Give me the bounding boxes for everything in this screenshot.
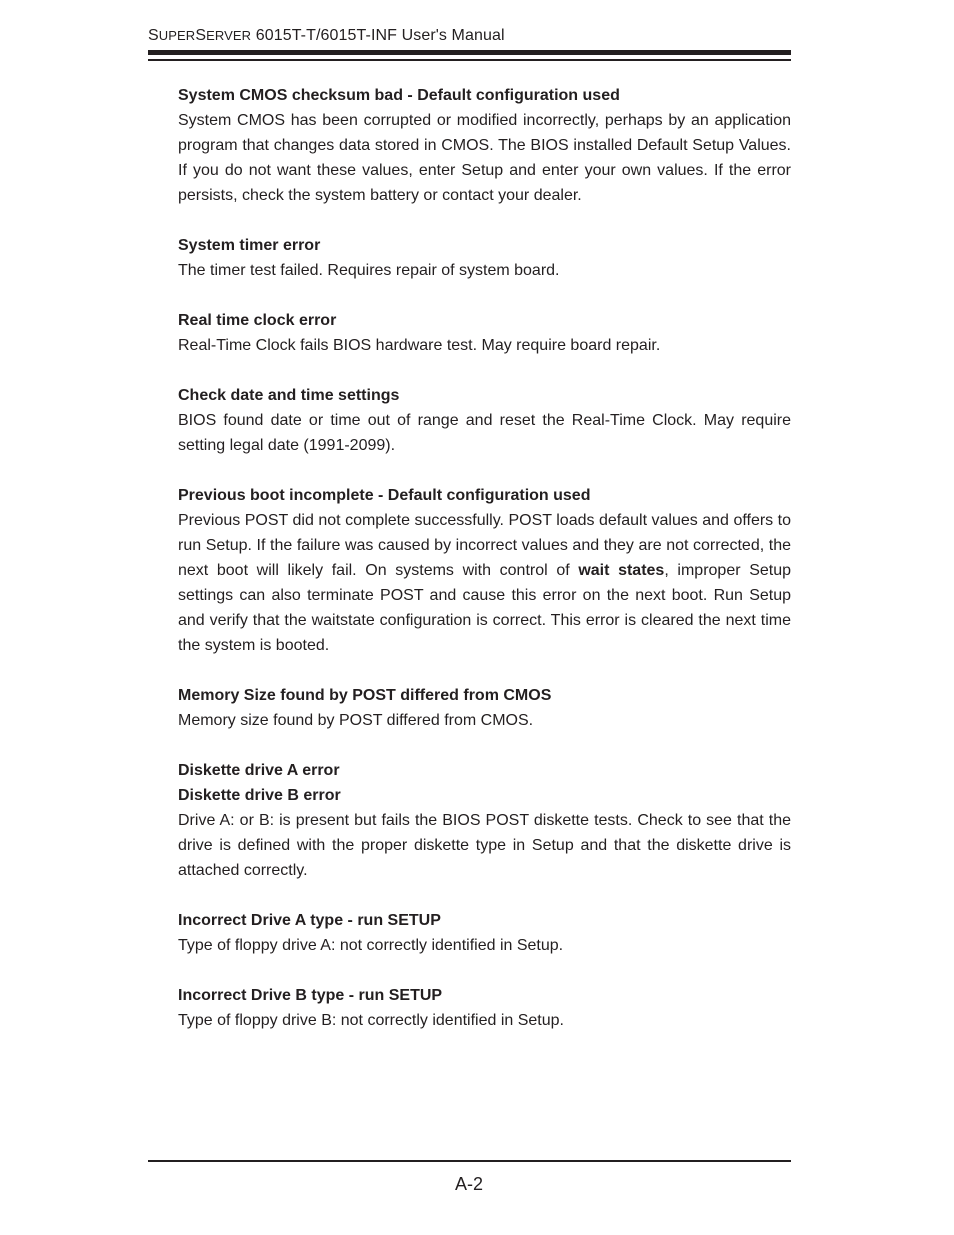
entry-previous-boot xyxy=(178,483,791,658)
entry-body: Real-Time Clock fails BIOS hardware test. May require board repair. xyxy=(178,337,661,354)
entry-date-time xyxy=(178,383,791,458)
entry-title: Check date and time settings xyxy=(178,387,400,404)
entry-title: System CMOS checksum bad - Default configuration used xyxy=(178,87,620,104)
running-header xyxy=(148,27,505,45)
entry-body: System CMOS has been corrupted or modified incorrectly, perhaps by an application program that changes data stored in CMOS. The BIOS installed Default Setup Values. If you do not want these values, enter Setup and enter your own values. If the error persists, check the system battery or contact your dealer. xyxy=(178,112,791,204)
entry-title: Incorrect Drive B type - run SETUP xyxy=(178,987,443,1004)
entry-diskette-drive xyxy=(178,758,791,883)
page-number: A-2 xyxy=(454,1174,483,1194)
header-cap-1: S xyxy=(148,27,159,44)
header-cap-2: S xyxy=(195,27,207,44)
entry-drive-b-type xyxy=(178,983,791,1033)
entry-body: Type of floppy drive B: not correctly identified in Setup. xyxy=(178,1012,564,1029)
entry-memory-size xyxy=(178,683,791,733)
entry-title: Real time clock error xyxy=(178,312,337,329)
entry-title-2: Diskette drive B error xyxy=(178,787,341,804)
entry-real-time-clock xyxy=(178,308,791,358)
entry-body: The timer test failed. Requires repair of system board. xyxy=(178,262,560,279)
header-rule-thick xyxy=(148,50,791,55)
entry-drive-a-type xyxy=(178,908,791,958)
entry-body-bold: wait states xyxy=(578,562,665,579)
entry-title: Diskette drive A error xyxy=(178,762,340,779)
entry-title: Memory Size found by POST differed from CMOS xyxy=(178,687,552,704)
entry-cmos-checksum xyxy=(178,83,791,208)
entry-body-part1: Previous POST did not complete successfully. POST loads default values and offers to run Setup. If the failure was caused by incorrect values and they are not corrected, the next boot will likely fail. On systems with control of xyxy=(178,512,791,579)
entry-body: Type of floppy drive A: not correctly identified in Setup. xyxy=(178,937,564,954)
header-rest: 6015T-T/6015T-INF User's Manual xyxy=(251,27,505,44)
entry-body: Memory size found by POST differed from CMOS. xyxy=(178,712,534,729)
entry-system-timer xyxy=(178,233,791,283)
header-rule-thin xyxy=(148,59,791,61)
entry-body: BIOS found date or time out of range and reset the Real-Time Clock. May require setting legal date (1991-2099). xyxy=(178,412,791,454)
entry-title: System timer error xyxy=(178,237,321,254)
entry-title: Incorrect Drive A type - run SETUP xyxy=(178,912,441,929)
main-content xyxy=(178,83,791,1058)
entry-body-part2: , improper Setup settings can also terminate POST and cause this error on the next boot. Run Setup and verify that the waitstate configuration is correct. This error is cleared the next time the system is booted. xyxy=(178,562,792,654)
entry-title: Previous boot incomplete - Default configuration used xyxy=(178,487,591,504)
header-small-2: ERVER xyxy=(206,28,252,43)
header-small-1: UPER xyxy=(158,28,196,43)
entry-body xyxy=(178,508,791,658)
footer-rule xyxy=(148,1160,791,1162)
entry-body: Drive A: or B: is present but fails the BIOS POST diskette tests. Check to see that the drive is defined with the proper diskette type in Setup and that the diskette drive is attached correctly. xyxy=(178,812,791,879)
